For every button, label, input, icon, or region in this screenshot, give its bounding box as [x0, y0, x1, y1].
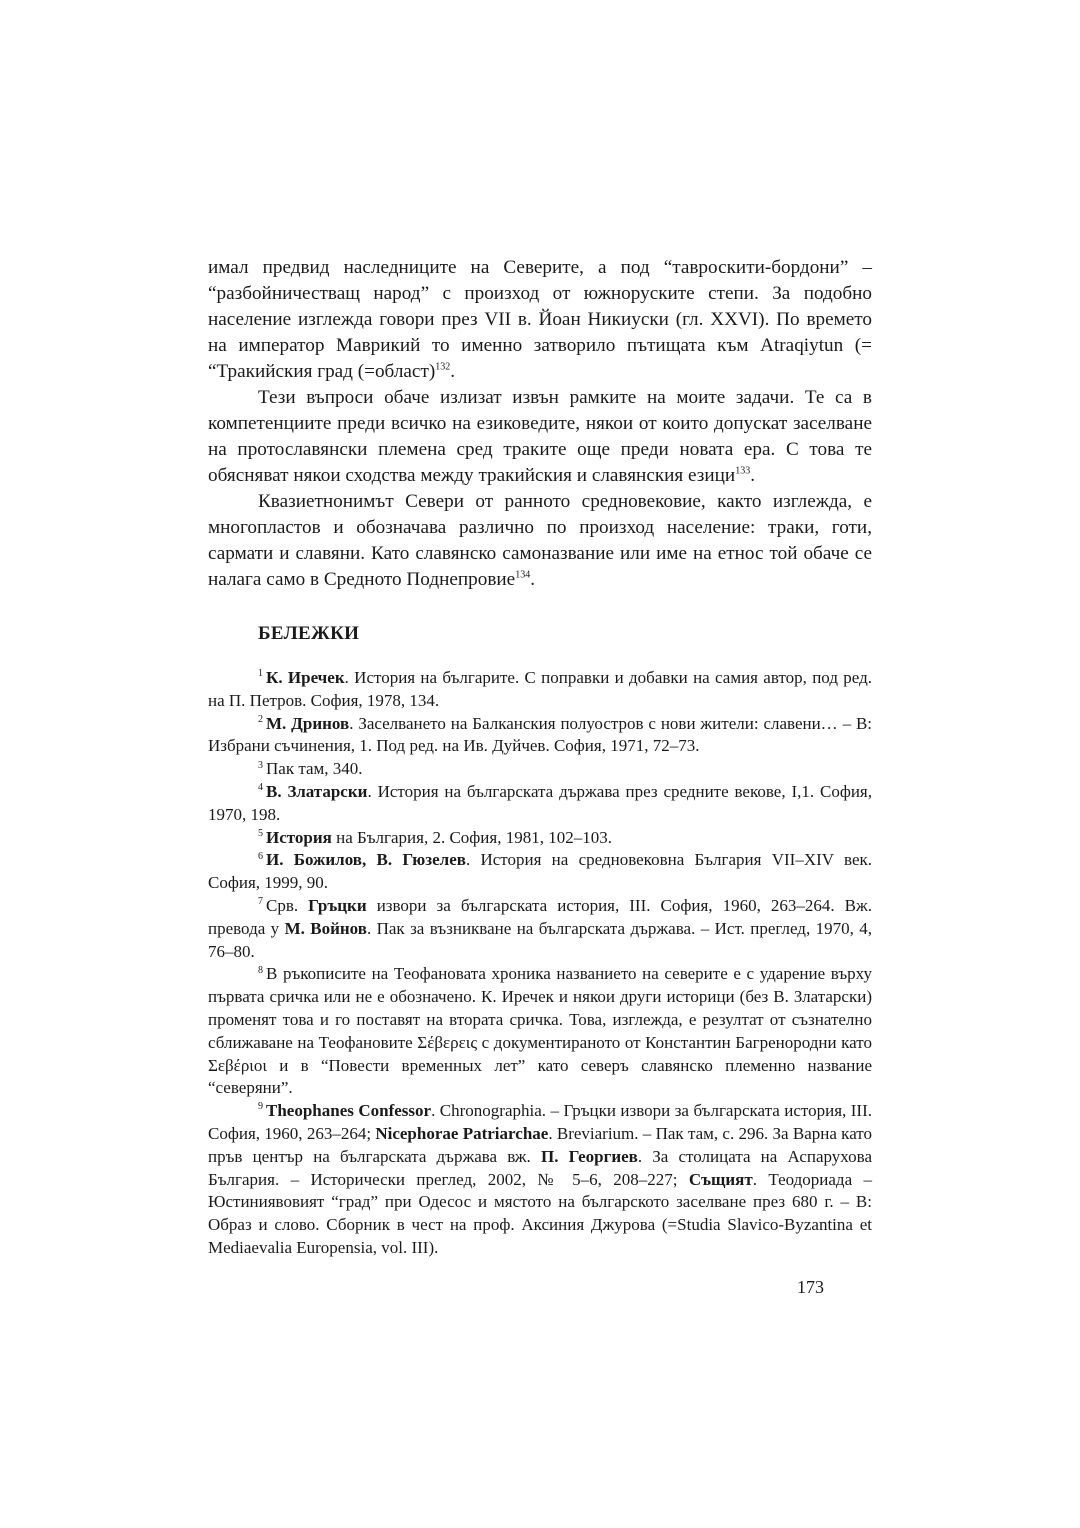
paragraph-text: Тези въпроси обаче излизат извън рамките на моите задачи. Те са в компетенциите преди всичко на езиковедите, някои от които допускат заселване на протославянски племена сред траките още преди новата ера. С това те обясняват някои сходства между тракийския и славянския езици [208, 387, 872, 486]
note-author-4: Същият [688, 1169, 753, 1189]
note-text: на България, 2. София, 1981, 102–103. [331, 827, 612, 847]
footnote-ref-132: 132 [435, 361, 451, 373]
note-number: 4 [258, 782, 263, 794]
note-number: 5 [258, 827, 263, 839]
paragraph-end: . [750, 465, 755, 486]
note-text: В ръкописите на Теофановата хроника названието на северите е с ударение върху първата сричка или не е обозначено. К. Иречек и някои други историци (без В. Златарски) променят това и го поставят на втората сричка. Това, изглежда, е резултат от съзнателно сближаване на Теофановите Σέβερεις с документираното от Константин Багренородни като Σεβέριοι и в “Повести временных лет” като северъ славянско племенно название “северяни”. [208, 964, 872, 1098]
note-text-2: . Пак за възникване на българската държава. – Ист. преглед, 1970, 4, 76–80. [208, 918, 873, 961]
note-number: 6 [258, 850, 263, 862]
note-number: 7 [258, 896, 263, 908]
note-text: . Заселването на Балканския полуостров с нови жители: славени… – В: Избрани съчинения, 1. Под ред. на Ив. Дуйчев. София, 1971, 72–73. [208, 713, 873, 756]
text-block [208, 255, 872, 1260]
note-number: 2 [258, 713, 263, 725]
footnote-ref-134: 134 [515, 569, 531, 581]
note-number: 9 [258, 1101, 263, 1113]
note-number: 3 [258, 759, 263, 771]
note-text: . История на българите. С поправки и добавки на самия автор, под ред. на П. Петров. София, 1978, 134. [208, 668, 872, 710]
note-1 [208, 667, 872, 713]
body-paragraph-2 [208, 385, 872, 489]
note-text: . История на българската държава през средните векове, I,1. София, 1970, 198. [208, 781, 872, 824]
note-title: История [266, 827, 332, 847]
note-text: . История на средновековна България VII–XIV век. София, 1999, 90. [208, 850, 872, 893]
note-2 [208, 713, 872, 759]
paragraph-text: имал предвид наследниците на Северите, а под “тавроскити-бордони” – “разбойничестващ народ” с произход от южноруските степи. За подобно население изглежда говори през VII в. Йоан Никиуски (гл. XXVI). По времето на император Маврикий то именно затворило пътищата към Atraqiytun (= “Тракийския град (=област) [208, 257, 872, 382]
note-text-3: . За столицата на Аспарухова България. – Исторически преглед, 2002, № 5–6, 208–227; [208, 1146, 872, 1189]
note-4 [208, 781, 872, 827]
note-8 [208, 963, 872, 1100]
note-5 [208, 827, 872, 850]
paragraph-text: Квазиетнонимът Севери от ранното средновековие, както изглежда, е многопластов и обозначава различно по произход население: траки, готи, сармати и славяни. Като славянско самоназвание или име на етнос той обаче се налага само в Средното Поднепровие [208, 491, 872, 590]
paragraph-end: . [530, 569, 535, 590]
note-text-2: . Breviarium. – Пак там, с. 296. За Варна като пръв център на българската държава вж. [208, 1123, 872, 1166]
note-number: 8 [258, 964, 263, 976]
notes-heading: БЕЛЕЖКИ [258, 623, 360, 644]
note-author: Theophanes Confessor [266, 1101, 432, 1121]
note-3 [208, 758, 872, 781]
note-author: М. Дринов [266, 713, 350, 733]
note-author: В. Златарски [266, 781, 368, 801]
note-number: 1 [258, 668, 263, 680]
note-text: . Chronographia. – Гръцки извори за българската история, III. София, 1960, 263–264; [208, 1101, 872, 1143]
note-text-4: . Теодориада – Юстиниявовият “град” при Одесос и мястото на българското заселване през 680 г. – В: Образ и слово. Сборник в чест на проф. Аксиния Джурова (=Studia Slavico-Byzantina et Mediaevalia Europensia, vol. III). [208, 1169, 873, 1257]
paragraph-end: . [450, 361, 456, 382]
note-author-2: Nicephorae Patriarchae [375, 1123, 549, 1143]
page-number: 173 [797, 1277, 824, 1297]
note-text: извори за българската история, III. София, 1960, 263–264. Вж. превода у [208, 895, 872, 938]
note-9 [208, 1100, 872, 1260]
note-author-3: П. Георгиев [540, 1146, 638, 1166]
note-6 [208, 849, 872, 895]
note-text-pre: Срв. [266, 895, 309, 915]
note-author: К. Иречек [266, 668, 345, 687]
footnote-ref-133: 133 [735, 465, 751, 477]
notes-list [208, 667, 872, 1260]
note-title: Гръцки [308, 895, 367, 915]
note-text: Пак там, 340. [266, 759, 363, 779]
body-paragraph-1 [208, 255, 872, 385]
note-author: М. Войнов [284, 918, 367, 938]
note-7 [208, 895, 872, 963]
body-paragraph-3 [208, 489, 872, 593]
note-author: И. Божилов, В. Гюзелев [266, 850, 466, 870]
